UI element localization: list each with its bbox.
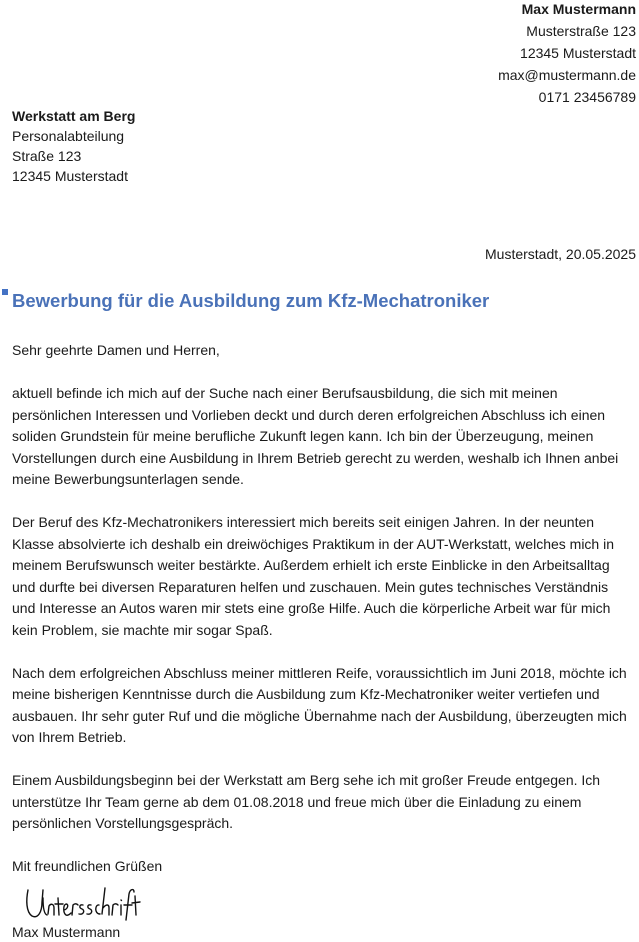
recipient-block: [12, 106, 135, 186]
recipient-city: 12345 Musterstadt: [12, 168, 128, 184]
sender-email: max@mustermann.de: [498, 67, 636, 83]
sender-phone: 0171 23456789: [538, 89, 636, 105]
recipient-street: Straße 123: [12, 148, 82, 164]
sender-block: [498, 0, 636, 108]
salutation: Sehr geehrte Damen und Herren,: [12, 342, 220, 358]
recipient-department: Personalabteilung: [12, 128, 125, 144]
sender-city: 12345 Musterstadt: [520, 45, 636, 61]
signer-name: Max Mustermann: [12, 924, 121, 940]
paragraph-2: Der Beruf des Kfz-Mechatronikers interessiert mich bereits seit einigen Jahren. In der neunten Klasse absolvierte ich deshalb ein dreiwöchiges Praktikum in der AUT-Werkstatt, welches mich in meinem Berufswunsch weiter bestärkte. Außerdem erhielt ich erste Einblicke in den Arbeitsalltag und durfte bei diversen Reparaturen helfen und zuschauen. Mein gutes technisches Verständnis und Interesse an Autos waren mir stets eine große Hilfe. Auch die körperliche Arbeit war für mich kein Problem, sie machte mir sogar Spaß.: [12, 514, 614, 638]
recipient-company: Werkstatt am Berg: [12, 108, 136, 124]
paragraph-3: Nach dem erfolgreichen Abschluss meiner mittleren Reife, voraussichtlich im Juni 2018, möchte ich meine bisherigen Kenntnisse durch die Ausbildung zum Kfz-Mechatroniker weiter vertiefen und ausbauen. Ihr sehr guter Ruf und die mögliche Übernahme nach der Ausbildung, überzeugten mich von Ihrem Betrieb.: [12, 664, 627, 745]
date-line: Musterstadt, 20.05.2025: [485, 246, 636, 262]
paragraph-1: aktuell befinde ich mich auf der Suche nach einer Berufsausbildung, die sich mit meinen persönlichen Interessen und Vorlieben deckt und durch deren erfolgreichen Abschluss ich einen soliden Grundstein für meine berufliche Zukunft legen kann. Ich bin der Überzeugung, meinen Vorstellungen durch eine Ausbildung in Ihrem Betrieb gerecht zu werden, weshalb ich Ihnen anbei meine Bewerbungsunterlagen sende.: [12, 385, 619, 487]
subject-heading: Bewerbung für die Ausbildung zum Kfz-Mechatroniker: [12, 290, 490, 311]
paragraph-4: Einem Ausbildungsbeginn bei der Werkstatt am Berg sehe ich mit großer Freude entgegen. Ich unterstütze Ihr Team gerne ab dem 01.08.2018 und freue mich über die Einladung zu einem persönlichen Vorstellungsgespräch.: [12, 772, 601, 831]
letter-body: [12, 340, 634, 899]
closing: Mit freundlichen Grüßen: [12, 858, 163, 874]
sender-name: Max Mustermann: [521, 1, 636, 17]
subject-marker-icon: [2, 289, 8, 295]
signature-image: [22, 884, 142, 924]
sender-street: Musterstraße 123: [526, 23, 636, 39]
